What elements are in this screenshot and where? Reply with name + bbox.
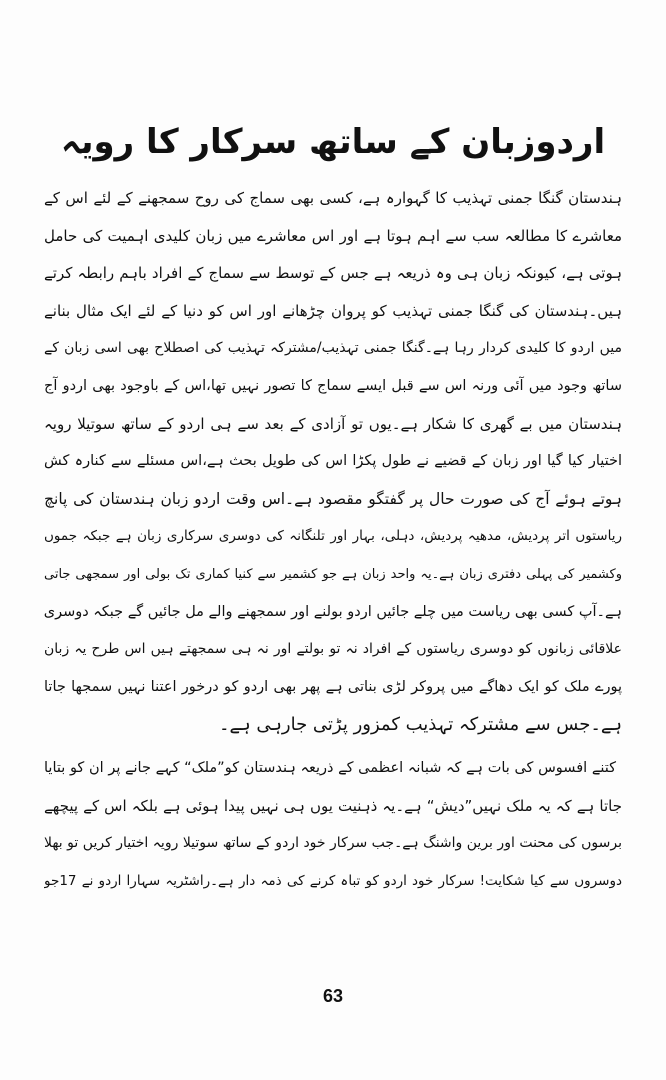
text-line: اختیار کیا گیا اور زبان کے قضیے نے طول پکڑا اس کی طویل بحث ہے،اس مسئلے سے کنارہ کش bbox=[44, 453, 622, 470]
text-line: وکشمیر کی پہلی دفتری زبان ہے۔یہ واحد زبان ہے جو کشمیر سے کنیا کماری تک بولی اور سمجھی جاتی bbox=[44, 566, 622, 582]
text-line: پورے ملک کو ایک دھاگے میں پروکر لڑی بناتی ہے پھر بھی اردو کو درخور اعتنا نہیں سمجھا جاتا bbox=[44, 678, 622, 695]
article-body bbox=[44, 180, 622, 900]
paragraph-2 bbox=[44, 750, 622, 900]
text-line: ہندستان گنگا جمنی تہذیب کا گہوارہ ہے، کسی بھی سماج کی روح سمجھنے کے لئے اس کے bbox=[44, 189, 622, 207]
paragraph-1 bbox=[44, 180, 622, 744]
text-line: دوسروں سے کیا شکایت! سرکار خود اردو کو تباہ کرنے کی ذمہ دار ہے۔راشٹریہ سہارا اردو نے 17جو bbox=[44, 872, 622, 889]
text-line: ہے۔جس سے مشترکہ تہذیب کمزور پڑتی جارہی ہے۔ bbox=[218, 714, 622, 736]
text-line: میں اردو کا کلیدی کردار رہا ہے۔گنگا جمنی تہذیب/مشترکہ تہذیب کی اصطلاح بھی اسی زبان کے bbox=[44, 340, 622, 357]
text-line: ساتھ وجود میں آئی ورنہ اس سے قبل ایسے سماج کا تصور نہیں تھا،اس کے باوجود بھی اردو آج bbox=[44, 377, 622, 394]
text-line: معاشرے کا مطالعہ سب سے اہم ہوتا ہے اور اس معاشرے میں زبان کلیدی اہمیت کی حامل bbox=[44, 226, 622, 245]
page-title: اردوزبان کے ساتھ سرکار کا رویہ bbox=[60, 122, 606, 162]
text-line: جاتا ہے کہ یہ ملک نہیں”دیش“ ہے۔یہ ذہنیت یوں ہی نہیں پیدا ہوئی ہے بلکہ اس کے پیچھے bbox=[44, 796, 622, 815]
text-line: ہوتے ہوئے آج کی صورت حال پر گفتگو مقصود ہے۔اس وقت اردو زبان ہندستان کی پانچ bbox=[44, 489, 622, 508]
text-line: ریاستوں اتر پردیش، مدھیہ پردیش، دہلی، بہار اور تلنگانہ کی دوسری سرکاری زبان ہے جبکہ جموں bbox=[44, 528, 622, 545]
text-line: علاقائی زبانوں کو دوسری ریاستوں کے افراد نہ تو بولتے اور نہ ہی سمجھتے ہیں اس طرح یہ زبان bbox=[44, 641, 622, 658]
text-line: ہوتی ہے، کیونکہ زبان ہی وہ ذریعہ ہے جس کے توسط سے سماج کے افراد باہم رابطہ کرتے bbox=[44, 264, 622, 283]
page-number: 63 bbox=[322, 986, 344, 1006]
text-line: برسوں کی محنت اور برین واشنگ ہے۔جب سرکار خود اردو کے ساتھ سوتیلا رویہ اختیار کریں تو بھلا bbox=[44, 835, 622, 852]
text-line: ہندستان میں بے گھری کا شکار ہے۔یوں تو آزادی کے بعد سے ہی اردو کے ساتھ سوتیلا رویہ bbox=[44, 414, 622, 433]
text-line: ہے۔آپ کسی بھی ریاست میں چلے جائیں اردو بولنے اور سمجھنے والے مل جائیں گے جبکہ دوسری bbox=[44, 603, 622, 620]
text-line: ہیں۔ہندستان کی گنگا جمنی تہذیب کو پروان چڑھانے اور اس کو دنیا کے لئے ایک مثال بنانے bbox=[44, 301, 622, 320]
text-line: کتنے افسوس کی بات ہے کہ شبانہ اعظمی کے ذریعہ ہندستان کو”ملک“ کہے جانے پر ان کو بتایا bbox=[44, 759, 616, 776]
